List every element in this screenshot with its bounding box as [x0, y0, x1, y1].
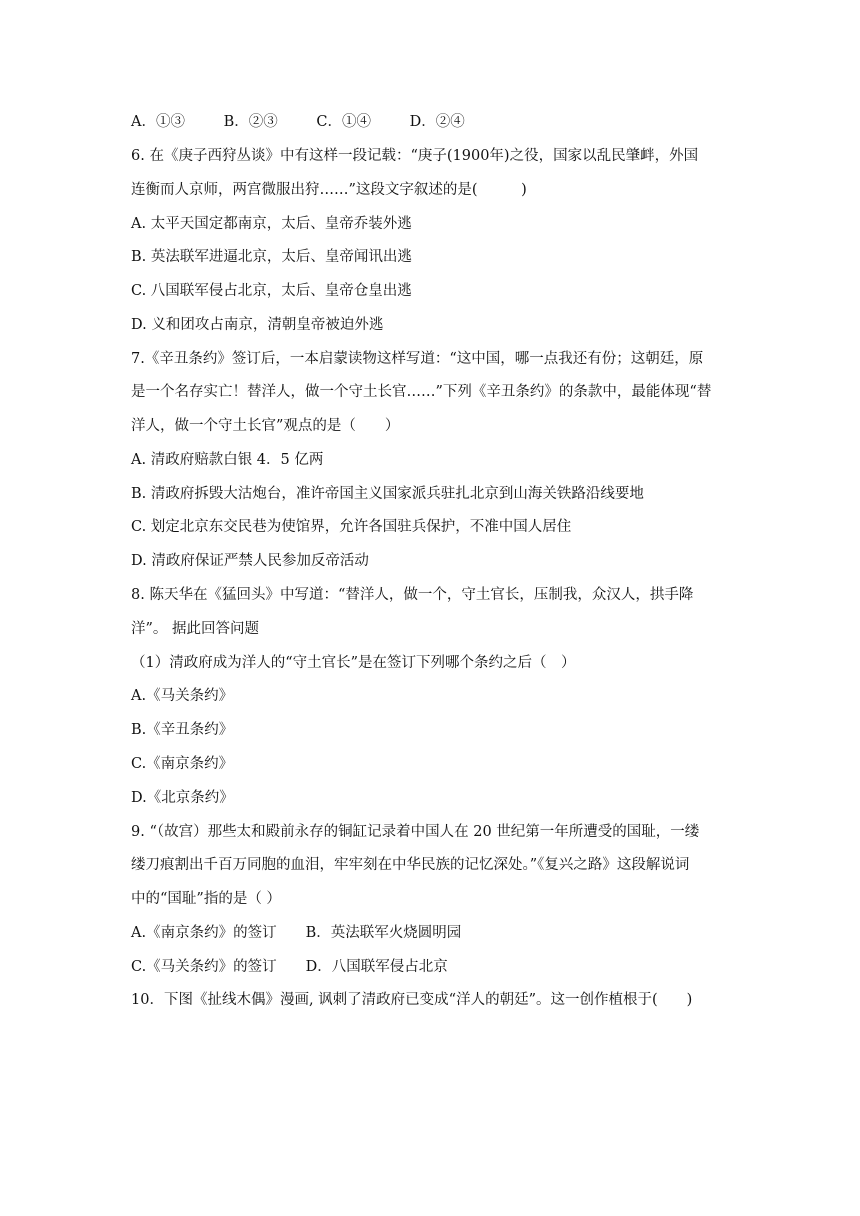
- q8-option-a: A.《马关条约》: [131, 688, 234, 704]
- q7-option-c: C. 划定北京东交民巷为使馆界，允许各国驻兵保护，不准中国人居住: [131, 519, 572, 535]
- q9-options-row-1: A.《南京条约》的签订 B．英法联军火烧圆明园: [131, 925, 462, 941]
- q8-option-c: C.《南京条约》: [131, 756, 234, 772]
- q5-option-b: B．②③: [223, 114, 278, 130]
- q6-stem-line-2: 连衡而人京师，两宫微服出狩……”这段文字叙述的是( ): [131, 182, 527, 198]
- q7-stem-line-1: 7.《辛丑条约》签订后，一本启蒙读物这样写道：“这中国，哪一点我还有份；这朝廷，原: [131, 351, 704, 367]
- q9-options-row-2: C.《马关条约》的签订 D．八国联军侵占北京: [131, 959, 448, 975]
- q6-stem-line-1: 6. 在《庚子西狩丛谈》中有这样一段记载：“庚子(1900年)之役，国家以乱民肇衅，外国: [131, 148, 699, 164]
- q7-stem-line-2: 是一个名存实亡！替洋人，做一个守土长官……”下列《辛丑条约》的条款中，最能体现“替: [131, 384, 712, 400]
- q8-stem-line-1: 8. 陈天华在《猛回头》中写道：“替洋人，做一个，守土官长，压制我，众汉人，拱手降: [131, 587, 694, 603]
- q8-stem-line-2: 洋”。 据此回答问题: [131, 621, 260, 637]
- q6-option-d: D. 义和团攻占南京，清朝皇帝被迫外逃: [131, 317, 384, 333]
- q7-option-d: D. 清政府保证严禁人民参加反帝活动: [131, 553, 369, 569]
- q9-stem-line-2: 缕刀痕割出千百万同胞的血泪，牢牢刻在中华民族的记忆深处。”《复兴之路》这段解说词: [131, 857, 690, 873]
- q6-option-b: B. 英法联军进逼北京，太后、皇帝闻讯出逃: [131, 249, 412, 265]
- q9-stem-line-1: 9. “（故宫）那些太和殿前永存的铜缸记录着中国人在 20 世纪第一年所遭受的国耻，一缕: [131, 824, 700, 840]
- q5-options-row: [131, 112, 499, 132]
- q6-option-a: A. 太平天国定都南京，太后、皇帝乔装外逃: [131, 216, 412, 232]
- q5-option-d: D．②④: [409, 114, 465, 130]
- q8-option-b: B.《辛丑条约》: [131, 722, 234, 738]
- q5-option-c: C．①④: [316, 114, 371, 130]
- q8-subquestion-1: （1）清政府成为洋人的“守土官长”是在签订下列哪个条约之后（ ）: [131, 655, 576, 671]
- q5-option-a: A．①③: [131, 114, 185, 130]
- q7-option-b: B. 清政府拆毁大沽炮台，准许帝国主义国家派兵驻扎北京到山海关铁路沿线要地: [131, 486, 644, 502]
- q10-stem-line-1: 10．下图《扯线木偶》漫画, 讽刺了清政府已变成“洋人的朝廷”。这一创作植根于( ): [131, 992, 693, 1008]
- q8-option-d: D.《北京条约》: [131, 790, 234, 806]
- q7-stem-line-3: 洋人，做一个守土长官”观点的是（ ）: [131, 418, 400, 434]
- q6-option-c: C. 八国联军侵占北京，太后、皇帝仓皇出逃: [131, 283, 412, 299]
- q9-stem-line-3: 中的“国耻”指的是（ ）: [131, 891, 281, 907]
- q7-option-a: A. 清政府赔款白银 4．5 亿两: [131, 452, 324, 468]
